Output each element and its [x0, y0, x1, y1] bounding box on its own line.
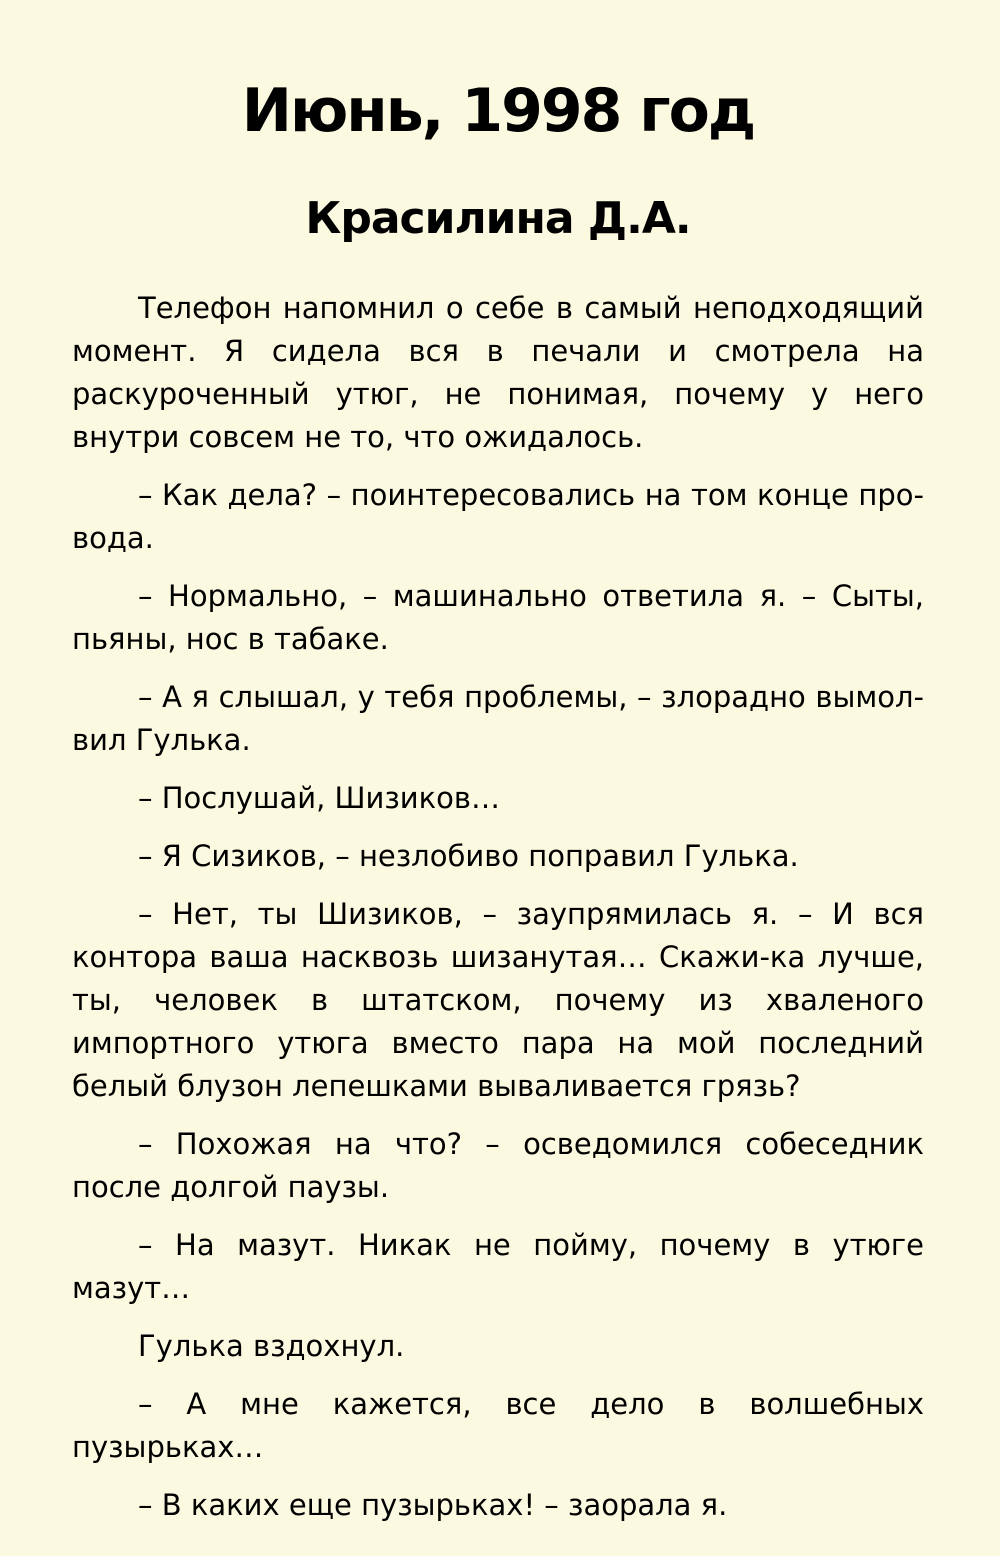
- paragraph: – А я слышал, у тебя проблемы, – злорадно вымолвил Гулька.: [72, 679, 924, 757]
- paragraph: – В каких еще пузырьках! – заорала я.: [138, 1487, 728, 1522]
- chapter-title: Июнь, 1998 год: [241, 76, 755, 146]
- paragraph: – А мне кажется, все дело в волшебных пузырьках…: [72, 1386, 924, 1464]
- text-body: [72, 287, 924, 1527]
- paragraph: – На мазут. Никак не пойму, почему в утюге мазут…: [72, 1227, 924, 1305]
- paragraph: – Похожая на что? – осведомился собеседник после долгой паузы.: [72, 1126, 924, 1204]
- paragraph: Гулька вздохнул.: [138, 1328, 405, 1363]
- paragraph: – Я Сизиков, – незлобиво поправил Гулька.: [138, 838, 799, 873]
- paragraph: – Нормально, – машинально ответила я. – Сыты, пьяны, нос в табаке.: [72, 578, 924, 656]
- paragraph: – Послушай, Шизиков…: [138, 780, 500, 815]
- paragraph: – Как дела? – поинтересовались на том конце провода.: [72, 477, 924, 555]
- author-name: Красилина Д.А.: [305, 193, 691, 244]
- paragraph: – Нет, ты Шизиков, – заупрямилась я. – И вся контора ваша насквозь шизанутая… Скажи-ка лучше, ты, человек в штатском, почему из хваленого импортного утюга вместо пара на мой последний белый блузон лепешками вываливается грязь?: [72, 896, 924, 1103]
- paragraph: Телефон напомнил о себе в самый неподходящий момент. Я сидела вся в печали и смотрела на раскуроченный утюг, не понимая, почему у него внутри совсем не то, что ожидалось.: [72, 290, 924, 454]
